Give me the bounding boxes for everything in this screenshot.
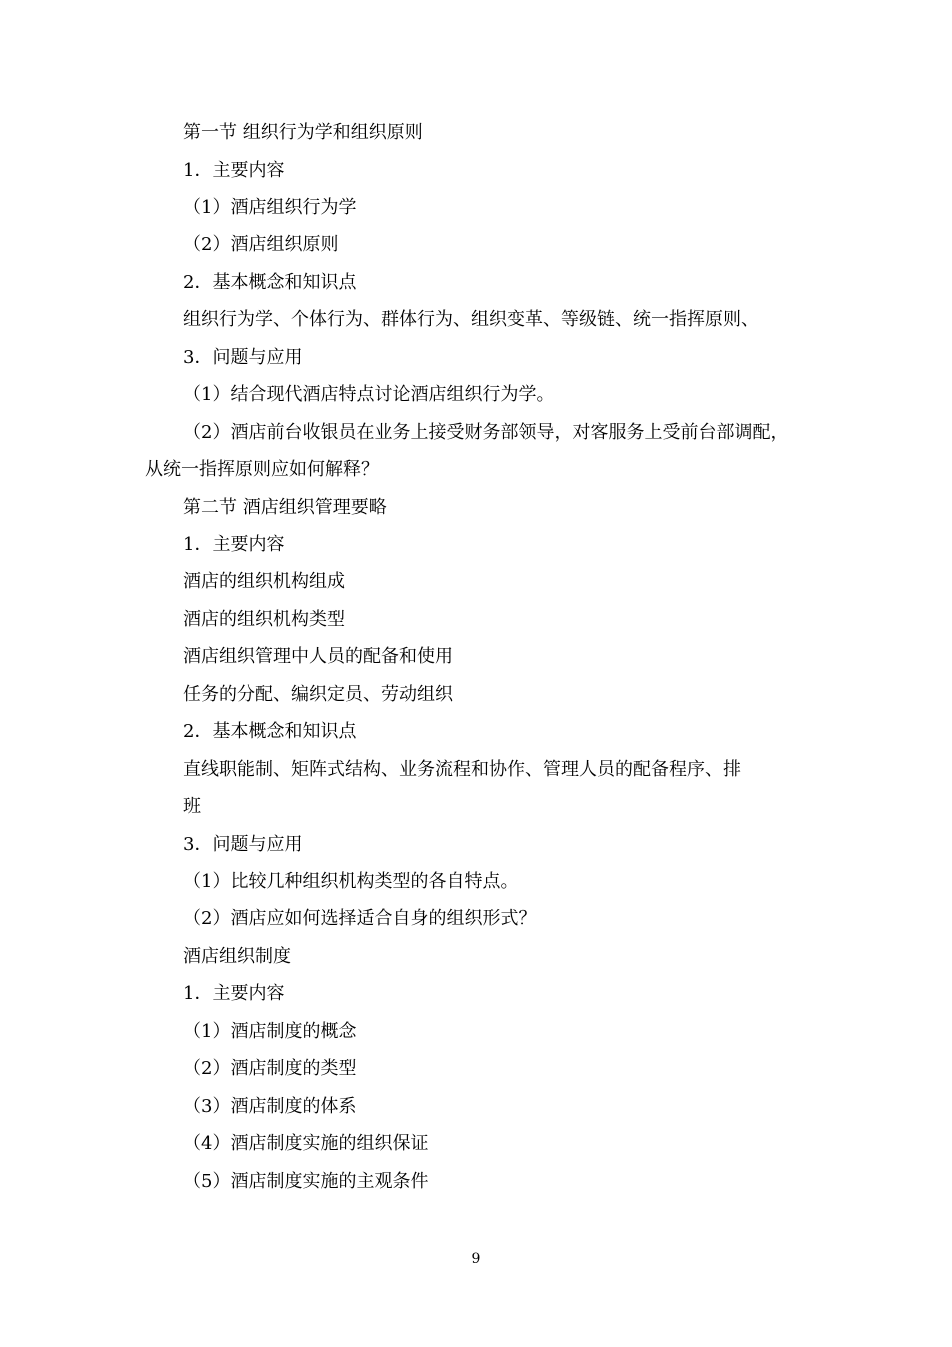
- list-item: （1）酒店制度的概念: [183, 1021, 357, 1042]
- list-item: （1）比较几种组织机构类型的各自特点。: [183, 871, 519, 892]
- page-number: 9: [471, 1251, 481, 1267]
- subheading-concepts: 2．基本概念和知识点: [183, 721, 357, 742]
- subheading-main-content: 1．主要内容: [183, 534, 285, 555]
- list-item: 酒店的组织机构类型: [183, 609, 345, 630]
- section-heading: 第二节 酒店组织管理要略: [183, 497, 387, 518]
- section-heading: 第一节 组织行为学和组织原则: [183, 122, 423, 143]
- list-item: （2）酒店应如何选择适合自身的组织形式？: [183, 908, 537, 929]
- list-item: 酒店组织管理中人员的配备和使用: [183, 646, 453, 667]
- list-item: （3）酒店制度的体系: [183, 1096, 357, 1117]
- paragraph-line: 从统一指挥原则应如何解释？: [145, 459, 379, 480]
- list-item: （2）酒店组织原则: [183, 234, 339, 255]
- subheading-main-content: 1．主要内容: [183, 160, 285, 181]
- subheading-questions: 3．问题与应用: [183, 834, 303, 855]
- list-item: （4）酒店制度实施的组织保证: [183, 1133, 429, 1154]
- list-item: （5）酒店制度实施的主观条件: [183, 1171, 429, 1192]
- paragraph-line: 班: [183, 796, 201, 817]
- section-heading: 酒店组织制度: [183, 946, 291, 967]
- paragraph-line: 直线职能制、矩阵式结构、业务流程和协作、管理人员的配备程序、排: [183, 759, 741, 780]
- list-item: （1）酒店组织行为学: [183, 197, 357, 218]
- subheading-questions: 3．问题与应用: [183, 347, 303, 368]
- list-item: （2）酒店制度的类型: [183, 1058, 357, 1079]
- paragraph-line: （2）酒店前台收银员在业务上接受财务部领导，对客服务上受前台部调配，: [183, 422, 789, 443]
- subheading-main-content: 1．主要内容: [183, 983, 285, 1004]
- list-item: （1）结合现代酒店特点讨论酒店组织行为学。: [183, 384, 555, 405]
- paragraph-line: 组织行为学、个体行为、群体行为、组织变革、等级链、统一指挥原则、: [183, 309, 759, 330]
- subheading-concepts: 2．基本概念和知识点: [183, 272, 357, 293]
- list-item: 任务的分配、编织定员、劳动组织: [183, 684, 453, 705]
- list-item: 酒店的组织机构组成: [183, 571, 345, 592]
